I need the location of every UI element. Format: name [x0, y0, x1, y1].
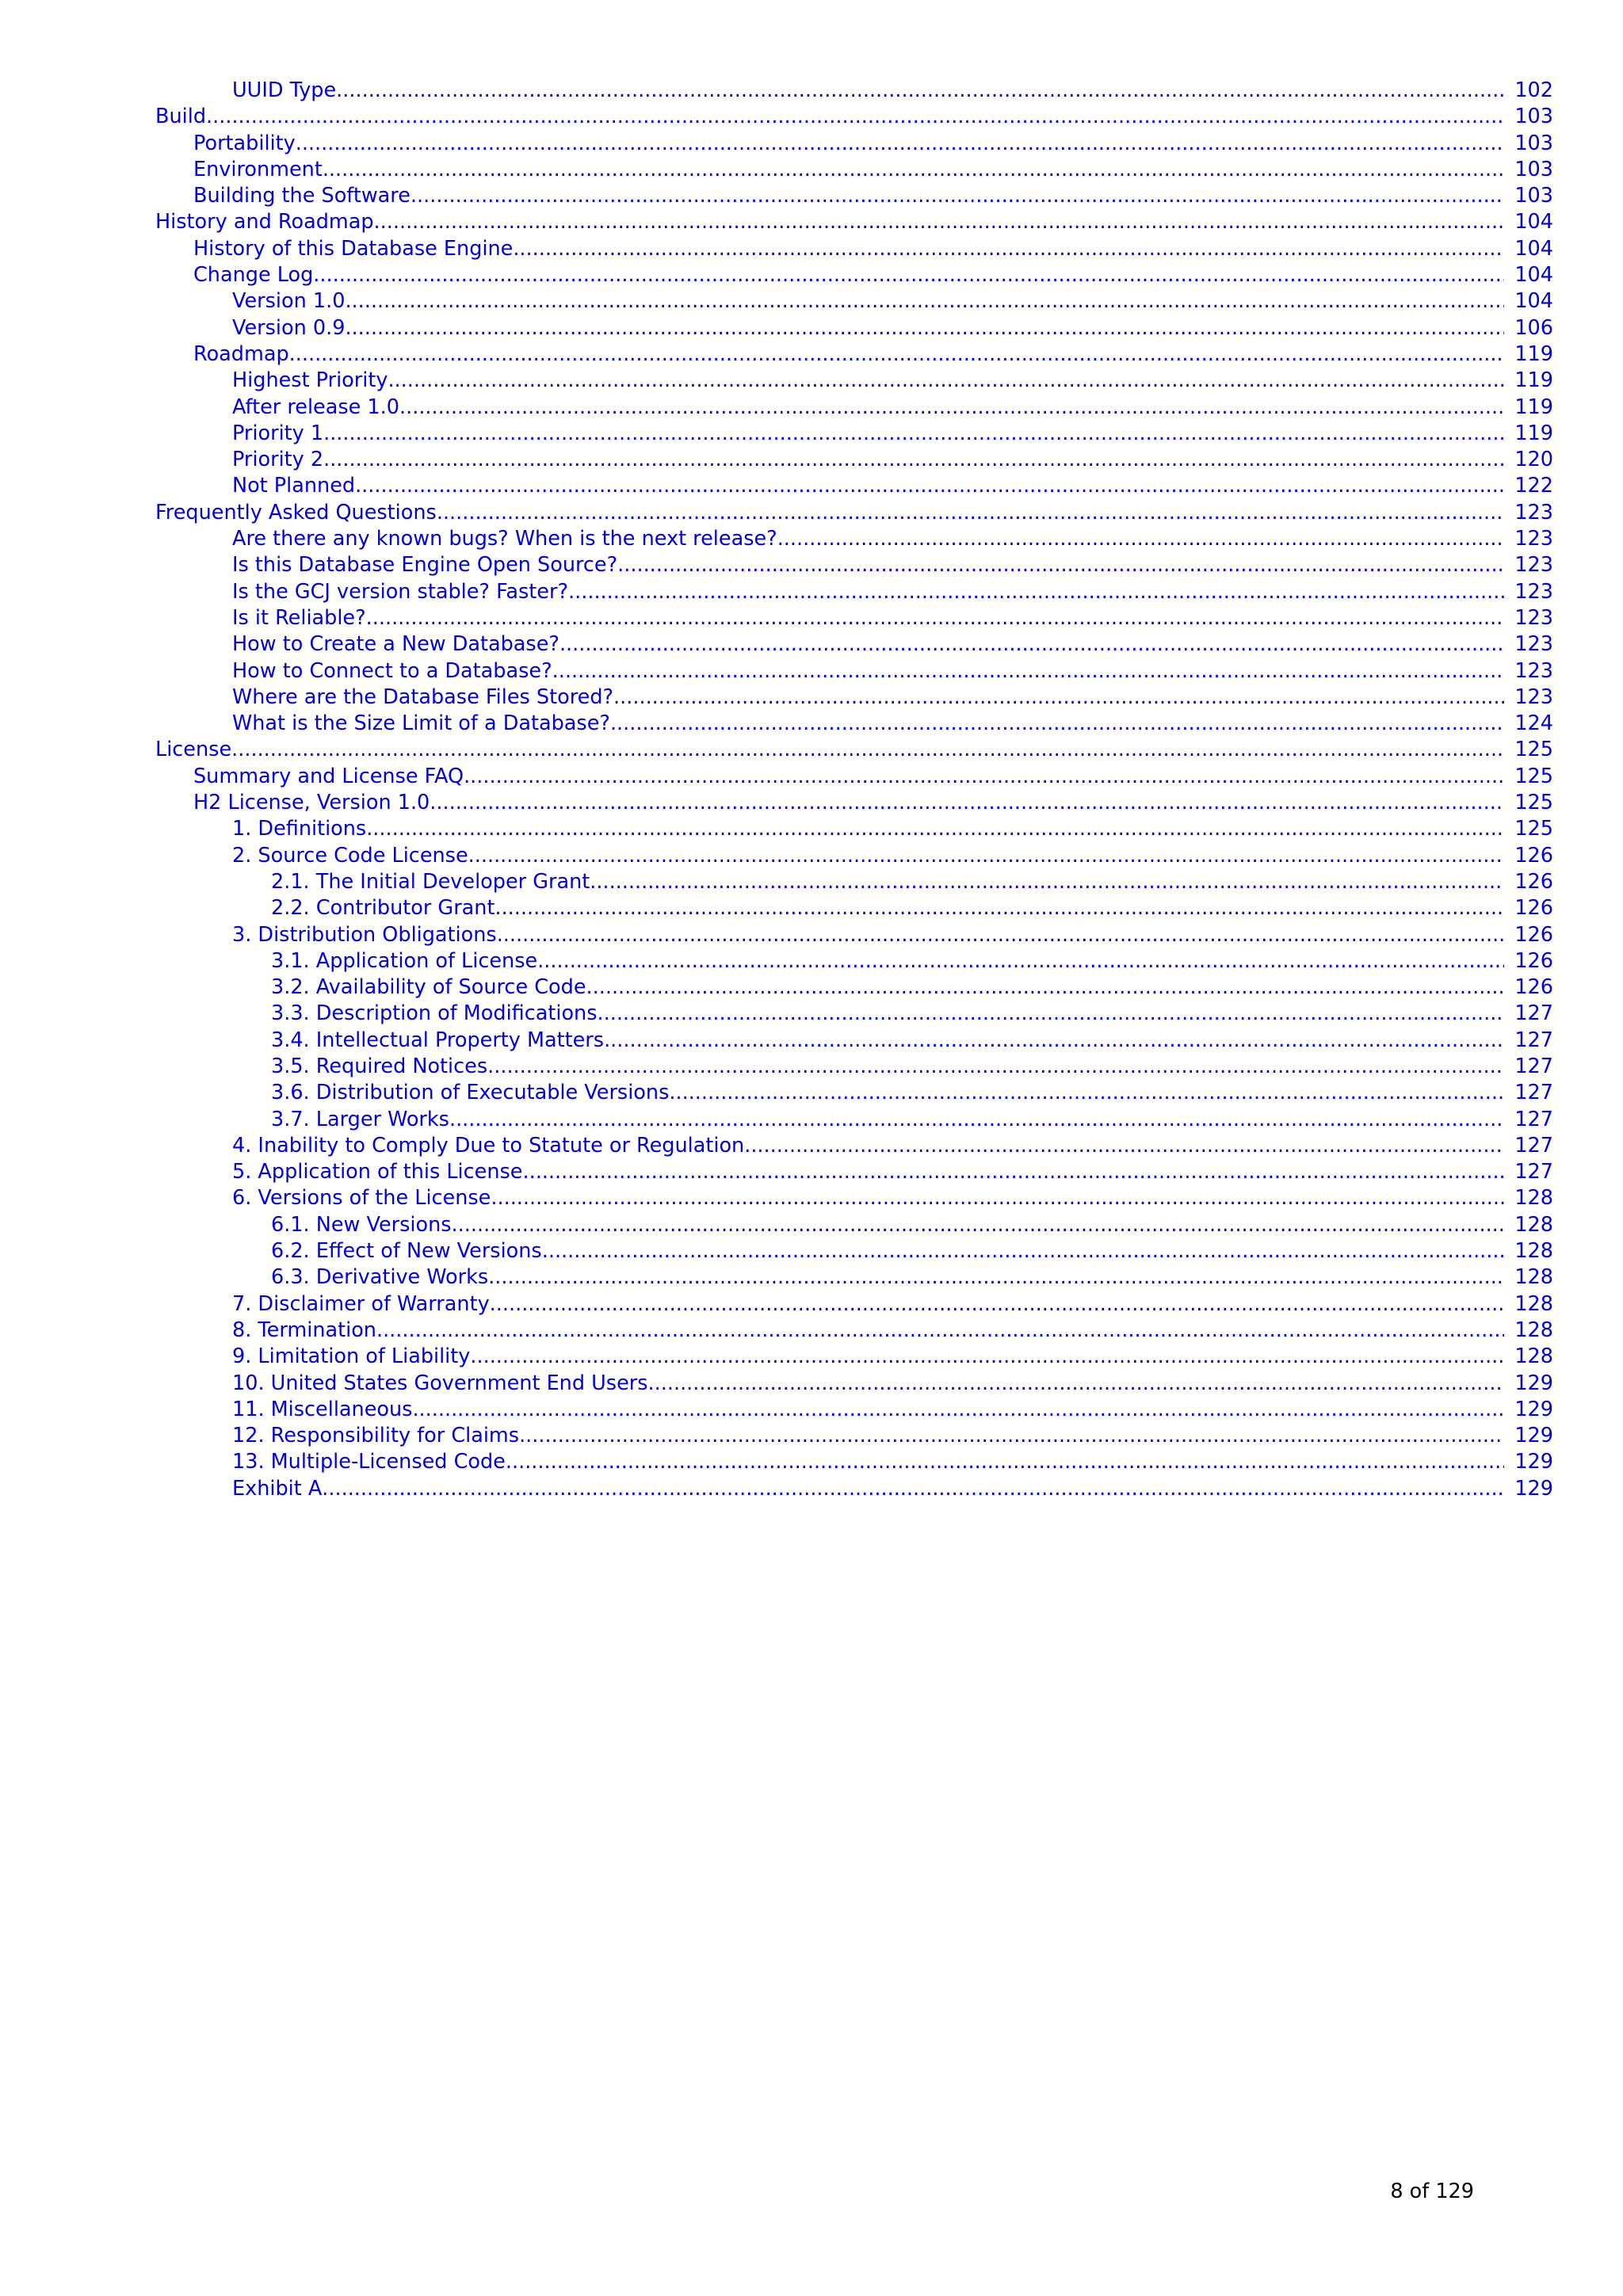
- toc-entry-page-number: 123: [1514, 579, 1553, 604]
- toc-entry-page-number: 120: [1514, 448, 1553, 472]
- toc-dot-leader: [376, 1318, 1504, 1344]
- toc-entry[interactable]: [155, 1107, 1553, 1133]
- toc-dot-leader: [777, 526, 1504, 552]
- toc-entry[interactable]: [155, 1185, 1553, 1211]
- toc-dot-leader: [323, 421, 1504, 447]
- toc-dot-leader: [542, 1238, 1504, 1264]
- toc-entry-page-number: 106: [1514, 315, 1553, 340]
- toc-entry-page-number: 126: [1514, 948, 1553, 973]
- toc-entry[interactable]: [155, 790, 1553, 816]
- toc-dot-leader: [464, 764, 1504, 790]
- toc-dot-leader: [313, 262, 1504, 288]
- toc-entry-title: 5. Application of this License: [232, 1160, 523, 1184]
- toc-entry-title: Not Planned: [232, 474, 356, 498]
- toc-dot-leader: [399, 395, 1504, 421]
- toc-entry[interactable]: [155, 1449, 1553, 1475]
- toc-entry-page-number: 125: [1514, 791, 1553, 815]
- toc-dot-leader: [289, 341, 1504, 368]
- toc-entry-page-number: 104: [1514, 289, 1553, 314]
- toc-entry[interactable]: [155, 500, 1553, 526]
- toc-entry-title: What is the Size Limit of a Database?: [232, 711, 610, 736]
- toc-entry[interactable]: [155, 315, 1553, 341]
- toc-dot-leader: [610, 711, 1504, 737]
- toc-entry-page-number: 103: [1514, 131, 1553, 155]
- toc-entry[interactable]: [155, 78, 1553, 104]
- toc-entry[interactable]: [155, 1371, 1553, 1397]
- toc-entry[interactable]: [155, 764, 1553, 790]
- toc-entry-title: Building the Software: [193, 184, 411, 208]
- toc-entry-page-number: 103: [1514, 157, 1553, 181]
- toc-entry-title: 3.3. Description of Modifications: [271, 1001, 598, 1026]
- toc-entry[interactable]: [155, 288, 1553, 315]
- toc-entry[interactable]: [155, 447, 1553, 473]
- toc-entry-page-number: 126: [1514, 869, 1553, 894]
- toc-entry-page-number: 128: [1514, 1212, 1553, 1237]
- toc-entry[interactable]: [155, 1028, 1553, 1054]
- toc-entry[interactable]: [155, 157, 1553, 183]
- toc-entry[interactable]: [155, 974, 1553, 1001]
- toc-dot-leader: [430, 790, 1504, 816]
- toc-dot-leader: [411, 183, 1504, 209]
- toc-entry-title: History of this Database Engine: [193, 236, 514, 261]
- toc-entry-title: 3.6. Distribution of Executable Versions: [271, 1081, 670, 1105]
- toc-dot-leader: [345, 288, 1504, 315]
- toc-dot-leader: [490, 1291, 1504, 1318]
- toc-dot-leader: [586, 974, 1504, 1001]
- toc-dot-leader: [495, 895, 1504, 921]
- toc-entry-title: 3.7. Larger Works: [271, 1107, 449, 1131]
- toc-entry-page-number: 129: [1514, 1371, 1553, 1395]
- toc-dot-leader: [522, 1159, 1504, 1185]
- toc-entry[interactable]: [155, 579, 1553, 605]
- toc-dot-leader: [323, 447, 1504, 473]
- toc-entry[interactable]: [155, 948, 1553, 974]
- toc-entry-page-number: 125: [1514, 738, 1553, 762]
- toc-entry-page-number: 128: [1514, 1186, 1553, 1211]
- toc-entry-title: 2.1. The Initial Developer Grant: [271, 869, 590, 894]
- toc-entry-page-number: 128: [1514, 1239, 1553, 1264]
- toc-dot-leader: [590, 869, 1504, 895]
- toc-entry-title: Change Log: [193, 263, 314, 288]
- toc-entry-title: 6.2. Effect of New Versions: [271, 1239, 542, 1264]
- toc-dot-leader: [613, 685, 1504, 711]
- toc-entry-page-number: 127: [1514, 1081, 1553, 1105]
- toc-entry-title: 6.3. Derivative Works: [271, 1265, 489, 1290]
- toc-entry[interactable]: [155, 737, 1553, 763]
- toc-dot-leader: [449, 1107, 1504, 1133]
- toc-entry-page-number: 123: [1514, 527, 1553, 551]
- toc-entry[interactable]: [155, 131, 1553, 157]
- toc-entry-title: Is the GCJ version stable? Faster?: [232, 579, 569, 604]
- toc-entry[interactable]: [155, 711, 1553, 737]
- toc-entry-page-number: 126: [1514, 922, 1553, 947]
- toc-entry-page-number: 119: [1514, 395, 1553, 419]
- toc-entry-page-number: 127: [1514, 1028, 1553, 1052]
- toc-entry[interactable]: [155, 869, 1553, 895]
- toc-entry-page-number: 127: [1514, 1160, 1553, 1184]
- toc-dot-leader: [559, 631, 1504, 658]
- toc-entry-title: 3. Distribution Obligations: [232, 922, 497, 947]
- toc-entry-page-number: 128: [1514, 1291, 1553, 1316]
- toc-dot-leader: [537, 948, 1504, 974]
- toc-entry-title: 3.4. Intellectual Property Matters: [271, 1028, 605, 1052]
- toc-dot-leader: [437, 500, 1504, 526]
- toc-dot-leader: [323, 157, 1504, 183]
- toc-entry-page-number: 123: [1514, 658, 1553, 683]
- toc-entry-page-number: 129: [1514, 1450, 1553, 1474]
- toc-entry-page-number: 123: [1514, 685, 1553, 709]
- toc-entry[interactable]: [155, 183, 1553, 209]
- toc-entry[interactable]: [155, 1238, 1553, 1264]
- toc-entry-page-number: 104: [1514, 236, 1553, 261]
- toc-entry-page-number: 104: [1514, 210, 1553, 235]
- toc-dot-leader: [513, 236, 1504, 262]
- toc-entry-title: 8. Termination: [232, 1318, 376, 1342]
- toc-dot-leader: [506, 1449, 1504, 1475]
- toc-entry-page-number: 126: [1514, 843, 1553, 868]
- toc-entry-title: 7. Disclaimer of Warranty: [232, 1291, 490, 1316]
- toc-entry-page-number: 126: [1514, 975, 1553, 1000]
- toc-dot-leader: [497, 922, 1504, 948]
- toc-entry-page-number: 102: [1514, 78, 1553, 102]
- toc-entry-title: H2 License, Version 1.0: [193, 791, 430, 815]
- toc-dot-leader: [388, 368, 1504, 394]
- toc-entry-title: Environment: [193, 157, 323, 181]
- toc-entry-title: 6.1. New Versions: [271, 1212, 452, 1237]
- toc-entry-title: History and Roadmap: [155, 210, 374, 235]
- toc-entry-title: Exhibit A: [232, 1476, 323, 1501]
- toc-dot-leader: [374, 209, 1504, 235]
- toc-entry-title: 1. Definitions: [232, 817, 367, 841]
- toc-entry-title: Is this Database Engine Open Source?: [232, 553, 618, 578]
- toc-entry[interactable]: [155, 1212, 1553, 1238]
- toc-entry[interactable]: [155, 104, 1553, 130]
- toc-entry-page-number: 123: [1514, 500, 1553, 524]
- toc-entry-title: 2.2. Contributor Grant: [271, 896, 495, 921]
- toc-entry-title: 3.1. Application of License: [271, 948, 538, 973]
- toc-entry[interactable]: [155, 658, 1553, 685]
- toc-entry-page-number: 129: [1514, 1476, 1553, 1501]
- toc-entry-page-number: 128: [1514, 1318, 1553, 1342]
- toc-entry-page-number: 124: [1514, 711, 1553, 736]
- toc-entry[interactable]: [155, 1318, 1553, 1344]
- toc-entry[interactable]: [155, 1159, 1553, 1185]
- toc-entry-title: Priority 2: [232, 448, 324, 472]
- toc-entry[interactable]: [155, 421, 1553, 447]
- toc-dot-leader: [617, 552, 1504, 578]
- toc-dot-leader: [336, 78, 1504, 104]
- toc-entry[interactable]: [155, 1423, 1553, 1449]
- toc-entry[interactable]: [155, 685, 1553, 711]
- toc-entry-title: 11. Miscellaneous: [232, 1397, 413, 1421]
- toc-entry[interactable]: [155, 473, 1553, 499]
- toc-entry-title: After release 1.0: [232, 395, 399, 419]
- toc-entry-title: How to Connect to a Database?: [232, 658, 552, 683]
- toc-entry-page-number: 129: [1514, 1424, 1553, 1448]
- toc-entry-page-number: 127: [1514, 1054, 1553, 1078]
- toc-entry[interactable]: [155, 341, 1553, 368]
- toc-entry-title: Priority 1: [232, 421, 324, 445]
- toc-dot-leader: [452, 1212, 1504, 1238]
- toc-entry-page-number: 119: [1514, 421, 1553, 445]
- toc-entry-title: 3.2. Availability of Source Code: [271, 975, 586, 1000]
- toc-entry-title: How to Create a New Database?: [232, 632, 559, 657]
- toc-entry-title: Portability: [193, 131, 296, 155]
- toc-dot-leader: [744, 1133, 1504, 1159]
- toc-entry[interactable]: [155, 1397, 1553, 1423]
- toc-dot-leader: [568, 579, 1504, 605]
- toc-entry-title: 9. Limitation of Liability: [232, 1344, 471, 1369]
- toc-entry-page-number: 103: [1514, 105, 1553, 129]
- toc-entry-title: Frequently Asked Questions: [155, 500, 437, 524]
- toc-entry-title: Build: [155, 105, 207, 129]
- toc-entry[interactable]: [155, 895, 1553, 921]
- toc-dot-leader: [669, 1080, 1504, 1106]
- toc-entry[interactable]: [155, 1476, 1553, 1502]
- toc-dot-leader: [598, 1001, 1505, 1027]
- toc-entry[interactable]: [155, 209, 1553, 235]
- toc-entry-page-number: 128: [1514, 1265, 1553, 1290]
- toc-dot-leader: [552, 658, 1504, 685]
- toc-entry-title: Version 1.0: [232, 289, 346, 314]
- toc-entry-page-number: 104: [1514, 263, 1553, 288]
- toc-entry-page-number: 129: [1514, 1397, 1553, 1421]
- toc-entry-page-number: 125: [1514, 817, 1553, 841]
- toc-entry[interactable]: [155, 368, 1553, 394]
- toc-entry-page-number: 125: [1514, 764, 1553, 788]
- toc-entry-title: 4. Inability to Comply Due to Statute or Regulation: [232, 1133, 745, 1158]
- toc-dot-leader: [366, 605, 1504, 631]
- toc-dot-leader: [322, 1476, 1504, 1502]
- toc-entry[interactable]: [155, 922, 1553, 948]
- toc-entry-title: 6. Versions of the License: [232, 1186, 491, 1211]
- toc-entry-page-number: 122: [1514, 474, 1553, 498]
- toc-entry-page-number: 123: [1514, 632, 1553, 657]
- toc-entry-page-number: 119: [1514, 341, 1553, 366]
- toc-entry[interactable]: [155, 236, 1553, 262]
- toc-entry[interactable]: [155, 526, 1553, 552]
- toc-dot-leader: [519, 1423, 1504, 1449]
- toc-entry-title: 13. Multiple-Licensed Code: [232, 1450, 506, 1474]
- toc-dot-leader: [470, 1344, 1504, 1370]
- toc-entry[interactable]: [155, 1133, 1553, 1159]
- toc-entry[interactable]: [155, 816, 1553, 842]
- toc-entry[interactable]: [155, 1054, 1553, 1080]
- page-number: 8 of 129: [1390, 2180, 1474, 2203]
- toc-entry-page-number: 127: [1514, 1001, 1553, 1026]
- toc-entry-title: Version 0.9: [232, 315, 346, 340]
- toc-entry[interactable]: [155, 631, 1553, 658]
- toc-entry[interactable]: [155, 552, 1553, 578]
- toc-entry-page-number: 127: [1514, 1133, 1553, 1158]
- toc-dot-leader: [604, 1028, 1504, 1054]
- toc-entry-title: 2. Source Code License: [232, 843, 468, 868]
- toc-entry-title: 3.5. Required Notices: [271, 1054, 488, 1078]
- toc-entry-title: Are there any known bugs? When is the next release?: [232, 527, 777, 551]
- toc-entry[interactable]: [155, 395, 1553, 421]
- toc-entry-title: UUID Type: [232, 78, 337, 102]
- toc-entry[interactable]: [155, 605, 1553, 631]
- toc-entry-title: License: [155, 738, 232, 762]
- toc-entry[interactable]: [155, 1264, 1553, 1291]
- toc-dot-leader: [648, 1371, 1504, 1397]
- toc-entry-title: Where are the Database Files Stored?: [232, 685, 614, 709]
- toc-dot-leader: [355, 473, 1504, 499]
- toc-dot-leader: [491, 1185, 1504, 1211]
- toc-entry[interactable]: [155, 1344, 1553, 1370]
- toc-dot-leader: [296, 131, 1504, 157]
- toc-entry-page-number: 123: [1514, 605, 1553, 630]
- toc-entry[interactable]: [155, 262, 1553, 288]
- toc-dot-leader: [487, 1054, 1504, 1080]
- toc-entry-title: 12. Responsibility for Claims: [232, 1424, 520, 1448]
- toc-entry-page-number: 128: [1514, 1344, 1553, 1369]
- toc-entry-title: Roadmap: [193, 341, 289, 366]
- toc-entry-title: Is it Reliable?: [232, 605, 366, 630]
- toc-entry-page-number: 119: [1514, 368, 1553, 393]
- toc-entry-page-number: 127: [1514, 1107, 1553, 1131]
- toc-dot-leader: [488, 1264, 1504, 1291]
- toc-entry-title: 10. United States Government End Users: [232, 1371, 648, 1395]
- table-of-contents: [155, 78, 1553, 1502]
- toc-dot-leader: [345, 315, 1504, 341]
- toc-dot-leader: [468, 843, 1504, 869]
- toc-entry-title: Summary and License FAQ: [193, 764, 464, 788]
- toc-dot-leader: [206, 104, 1504, 130]
- toc-entry[interactable]: [155, 1001, 1553, 1027]
- toc-entry-page-number: 103: [1514, 184, 1553, 208]
- toc-dot-leader: [412, 1397, 1504, 1423]
- toc-entry[interactable]: [155, 843, 1553, 869]
- toc-dot-leader: [231, 737, 1504, 763]
- toc-entry[interactable]: [155, 1291, 1553, 1318]
- toc-entry-page-number: 126: [1514, 896, 1553, 921]
- toc-dot-leader: [366, 816, 1504, 842]
- toc-entry-page-number: 123: [1514, 553, 1553, 578]
- toc-entry[interactable]: [155, 1080, 1553, 1106]
- toc-entry-title: Highest Priority: [232, 368, 388, 393]
